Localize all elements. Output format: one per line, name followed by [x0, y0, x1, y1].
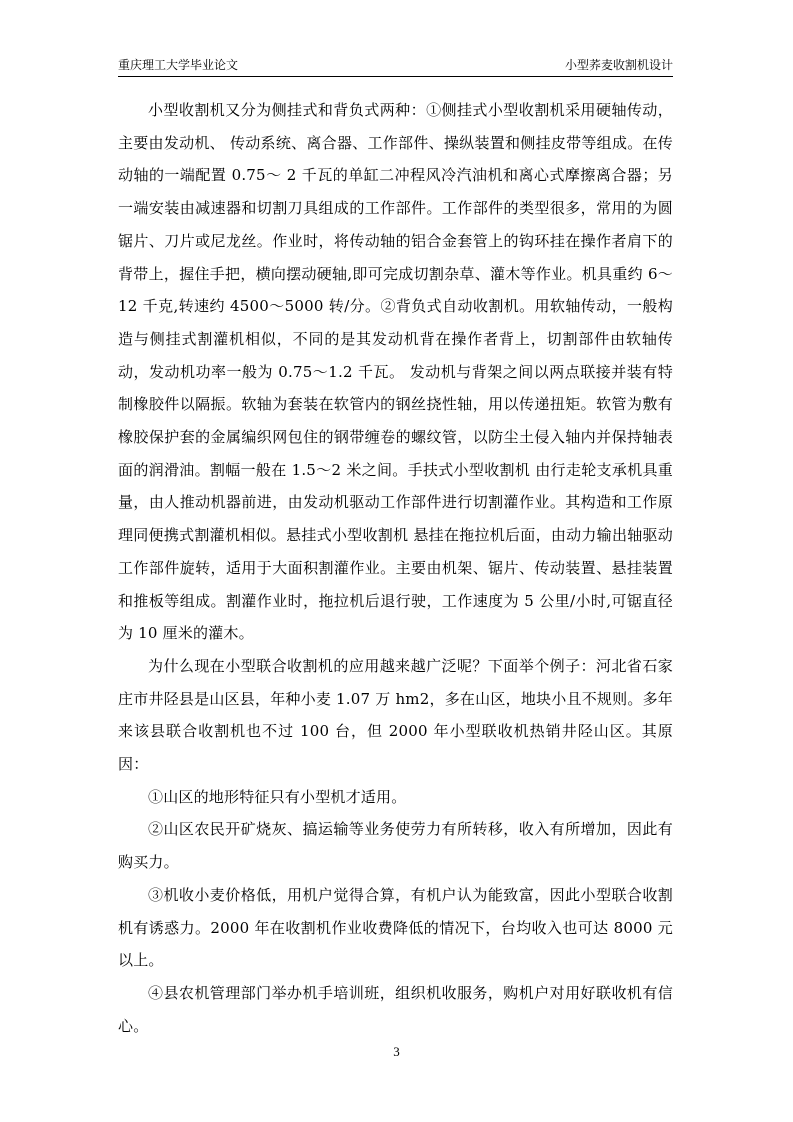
- page-body: [118, 94, 673, 1042]
- paragraph-why-popular: 为什么现在小型联合收割机的应用越来越广泛呢？下面举个例子：河北省石家庄市井陉县是山区县，年种小麦 1.07 万 hm2，多在山区，地块小且不规则。多年来该县联合收割机也不过 100 台，但 2000 年小型联收机热销井陉山区。其原因：: [118, 656, 673, 774]
- paragraph-reason-3: ③机收小麦价格低，用机户觉得合算，有机户认为能致富，因此小型联合收割机有诱惑力。2000 年在收割机作业收费降低的情况下，台均收入也可达 8000 元以上。: [118, 885, 673, 970]
- paragraph-harvester-types: 小型收割机又分为侧挂式和背负式两种：①侧挂式小型收割机采用硬轴传动， 主要由发动机、 传动系统、离合器、工作部件、操纵装置和侧挂皮带等组成。在传动轴的一端配置 0.75～ 2 千瓦的单缸二冲程风冷汽油机和离心式摩擦离合器；另一端安装由减速器和切割刀具组成的工作部件。工作部件的类型很多，常用的为圆锯片、刀片或尼龙丝。作业时，将传动轴的铝合金套管上的钩环挂在操作者肩下的背带上，握住手把，横向摆动硬轴,即可完成切割杂草、灌木等作业。机具重约 6～12 千克,转速约 4500～5000 转/分。②背负式自动收割机。用软轴传动，一般构造与侧挂式割灌机相似，不同的是其发动机背在操作者背上，切割部件由软轴传动，发动机功率一般为 0.75～1.2 千瓦。 发动机与背架之间以两点联接并装有特制橡胶件以隔振。软轴为套装在软管内的钢丝挠性轴，用以传递扭矩。软管为敷有橡胶保护套的金属编织网包住的钢带缠卷的螺纹管，以防尘土侵入轴内并保持轴表面的润滑油。割幅一般在 1.5～2 米之间。手扶式小型收割机 由行走轮支承机具重量，由人推动机器前进，由发动机驱动工作部件进行切割灌作业。其构造和工作原理同便携式割灌机相似。悬挂式小型收割机 悬挂在拖拉机后面，由动力输出轴驱动工作部件旋转，适用于大面积割灌作业。主要由机架、锯片、传动装置、悬挂装置和推板等组成。割灌作业时，拖拉机后退行驶，工作速度为 5 公里/小时,可锯直径为 10 厘米的灌木。: [118, 101, 673, 643]
- page-number: 3: [393, 1044, 400, 1059]
- paragraph-reason-2: ②山区农民开矿烧灰、搞运输等业务使劳力有所转移，收入有所增加，因此有购买力。: [118, 820, 673, 872]
- paragraph-reason-1: ①山区的地形特征只有小型机才适用。: [148, 787, 407, 806]
- paragraph-reason-4: ④县农机管理部门举办机手培训班，组织机收服务，购机户对用好联收机有信心。: [118, 983, 673, 1035]
- header-paper-title: 小型荞麦收割机设计: [564, 58, 673, 72]
- header-divider: [118, 76, 673, 77]
- page-header: [118, 56, 673, 74]
- header-thesis-title: 重庆理工大学毕业论文: [118, 58, 239, 72]
